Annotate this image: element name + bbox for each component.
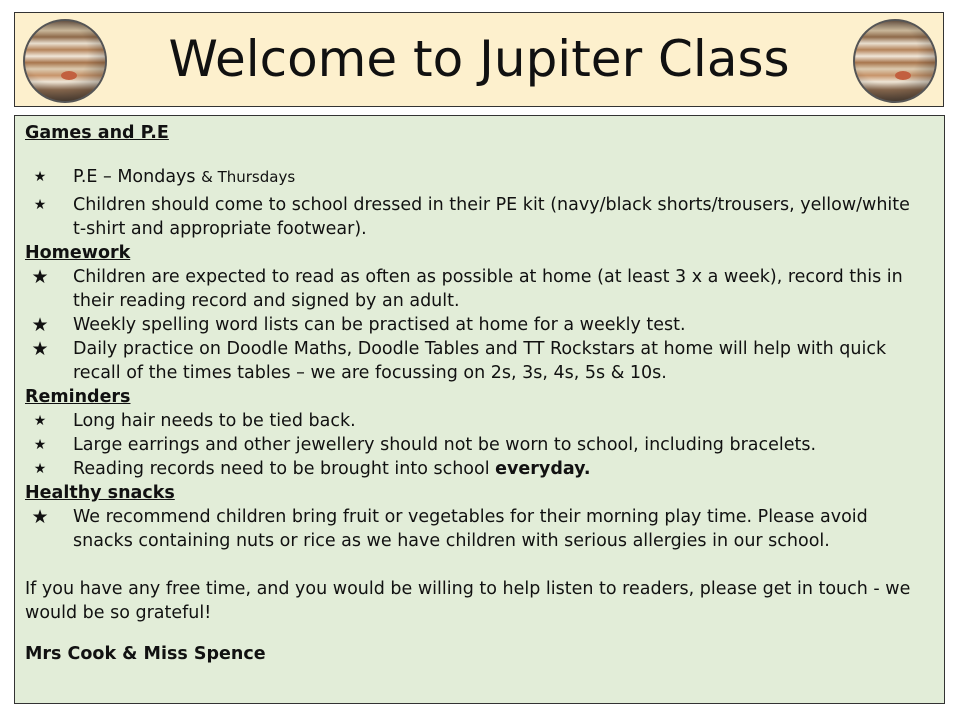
list-item [25,193,944,241]
volunteer-note: If you have any free time, and you would be willing to help listen to readers, please get in touch - we would be so grateful! [25,579,911,623]
emphasis-text: everyday. [495,459,591,479]
great-red-spot [61,71,77,80]
section-heading-homework: Homework [25,243,131,263]
list-item-text: Children should come to school dressed in their PE kit (navy/black shorts/trousers, yellow/white t-shirt and appropriate footwear). [73,195,910,239]
great-red-spot [895,71,911,80]
spacer [25,625,944,642]
signoff: Mrs Cook & Miss Spence [25,644,266,664]
games-pe-list [25,165,944,241]
list-item [25,433,944,457]
section-heading-reminders: Reminders [25,387,131,407]
spacer [25,145,944,165]
page-title: Welcome to Jupiter Class [168,30,790,88]
star-bullet-icon: ★ [31,338,49,360]
list-item-text: P.E – Mondays [73,167,196,187]
list-item-text: Large earrings and other jewellery should not be worn to school, including bracelets. [73,435,817,455]
list-item-text: Children are expected to read as often as possible at home (at least 3 x a week), record this in their reading record and signed by an adult. [73,267,903,311]
homework-list [25,265,944,385]
star-bullet-icon: ★ [33,197,47,213]
star-bullet-icon: ★ [33,413,47,429]
list-item [25,265,944,313]
list-item-text: Reading records need to be brought into school [73,459,496,479]
star-bullet-icon: ★ [33,169,47,185]
list-item [25,313,944,337]
list-item [25,505,944,553]
reminders-list [25,409,944,481]
star-bullet-icon: ★ [31,314,49,336]
list-item [25,457,944,481]
section-heading-healthy-snacks: Healthy snacks [25,483,175,503]
list-item [25,409,944,433]
list-item-text: We recommend children bring fruit or vegetables for their morning play time. Please avoid snacks containing nuts or rice as we have children with serious allergies in our school. [73,507,868,551]
spacer [25,553,944,577]
star-bullet-icon: ★ [33,437,47,453]
info-panel [14,115,945,704]
list-item [25,337,944,385]
section-heading-games-pe: Games and P.E [25,123,169,143]
list-item [25,165,944,189]
list-item-text: Daily practice on Doodle Maths, Doodle Tables and TT Rockstars at home will help with quick recall of the times tables – we are focussing on 2s, 3s, 4s, 5s & 10s. [73,339,887,383]
star-bullet-icon: ★ [31,506,49,528]
list-item-text: Weekly spelling word lists can be practised at home for a weekly test. [73,315,686,335]
list-item-text: Long hair needs to be tied back. [73,411,356,431]
healthy-snacks-list [25,505,944,553]
star-bullet-icon: ★ [33,461,47,477]
jupiter-image-right [853,19,937,103]
jupiter-image-left [23,19,107,103]
star-bullet-icon: ★ [31,266,49,288]
header-banner [14,12,944,107]
list-item-text-extra: & Thursdays [201,168,296,186]
